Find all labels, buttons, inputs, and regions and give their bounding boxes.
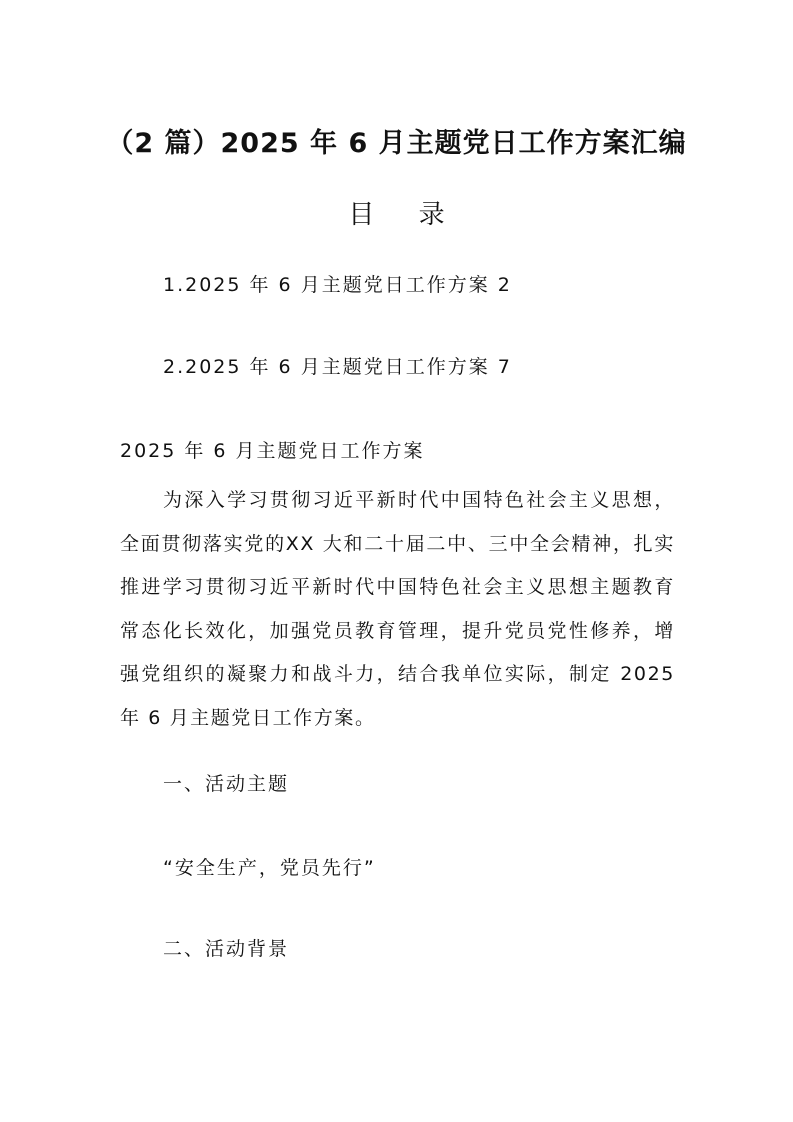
toc-heading: 目 录: [348, 200, 463, 230]
section-title: 2025 年 6 月主题党日工作方案: [120, 440, 425, 462]
background-heading: 二、活动背景: [163, 938, 290, 960]
intro-paragraph: 为深入学习贯彻习近平新时代中国特色社会主义思想，全面贯彻落实党的XX 大和二十届二中、三中全会精神，扎实推进学习贯彻习近平新时代中国特色社会主义思想主题教育常态化长效化，加强党员教育管理，提升党员党性修养，增强党组织的凝聚力和战斗力，结合我单位实际，制定 2025 年 6 月主题党日工作方案。: [120, 489, 675, 729]
theme-heading: 一、活动主题: [163, 773, 290, 795]
toc-item[interactable]: 2.2025 年 6 月主题党日工作方案 7: [163, 356, 512, 378]
theme-text: “安全生产，党员先行”: [163, 857, 376, 879]
toc-item[interactable]: 1.2025 年 6 月主题党日工作方案 2: [163, 274, 512, 296]
document-title: （2 篇）2025 年 6 月主题党日工作方案汇编: [106, 128, 687, 159]
